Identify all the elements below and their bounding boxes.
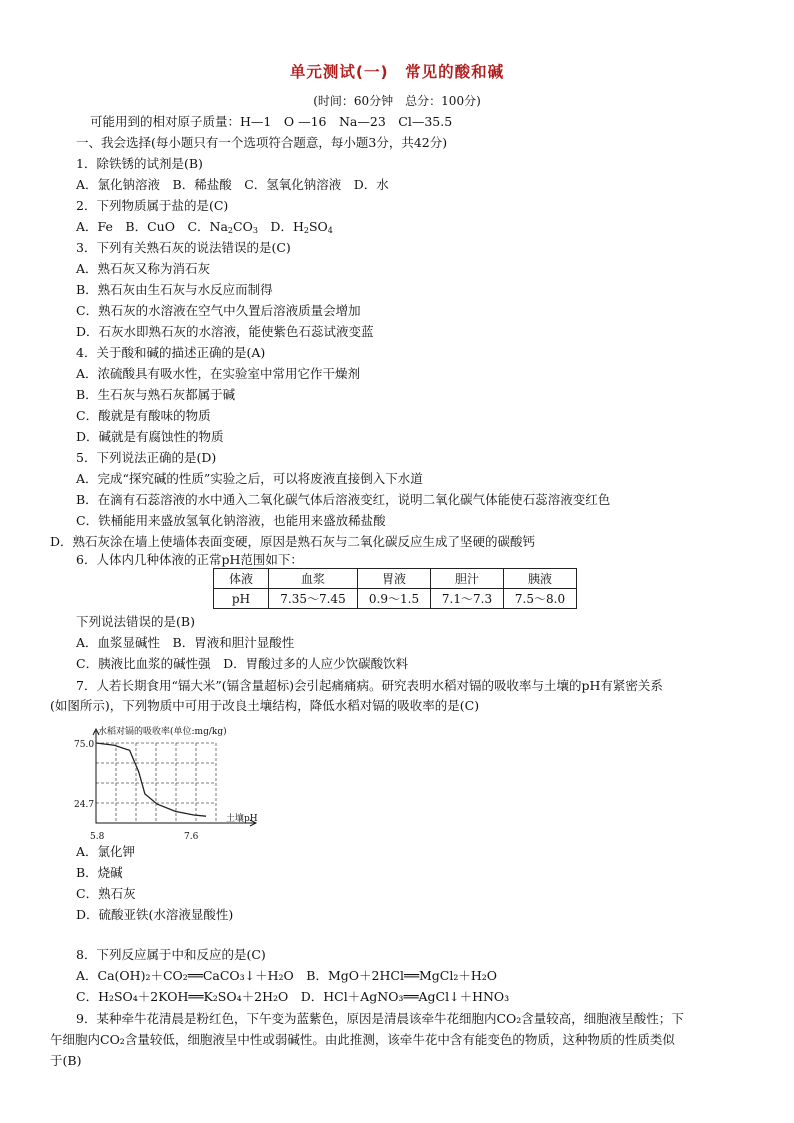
q4-option-b: B．生石灰与熟石灰都属于碱 <box>76 387 236 402</box>
x-tick-label: 5.8 <box>90 832 105 842</box>
q3-stem: 3．下列有关熟石灰的说法错误的是(C) <box>76 240 291 255</box>
q9-line-3: 于(B) <box>50 1053 82 1068</box>
q8-options-cd: C．H₂SO₄＋2KOH══K₂SO₄＋2H₂O D．HCl＋AgNO₃══AgCl↓＋HNO₃ <box>76 989 510 1004</box>
q7-option-a: A．氯化钾 <box>76 844 136 859</box>
q4-option-d: D．碱就是有腐蚀性的物质 <box>76 429 224 444</box>
q6-ask: 下列说法错误的是(B) <box>76 614 195 629</box>
table-cell: 胆汁 <box>431 569 504 589</box>
q4-stem: 4．关于酸和碱的描述正确的是(A) <box>76 345 266 360</box>
data-series-line <box>96 743 206 816</box>
q4-option-a: A．浓硫酸具有吸水性，在实验室中常用它作干燥剂 <box>76 366 361 381</box>
exam-meta: (时间：60分钟 总分：100分) <box>313 94 481 108</box>
q9-line-2: 午细胞内CO₂含量较低，细胞液呈中性或弱碱性。由此推测，该牵牛花中含有能变色的物质，这种物质的性质类似 <box>50 1032 675 1047</box>
table-cell: 7.35～7.45 <box>269 589 358 609</box>
q5-option-a: A．完成“探究碱的性质”实验之后，可以将废液直接倒入下水道 <box>76 471 423 486</box>
y-tick-label: 75.0 <box>74 740 95 750</box>
table-cell: 血浆 <box>269 569 358 589</box>
q2-stem: 2．下列物质属于盐的是(C) <box>76 198 229 213</box>
q7-option-b: B．烧碱 <box>76 865 123 880</box>
q6-options-ab: A．血浆显碱性 B．胃液和胆汁显酸性 <box>76 635 295 650</box>
q8-stem: 8．下列反应属于中和反应的是(C) <box>76 947 266 962</box>
q3-option-c: C．熟石灰的水溶液在空气中久置后溶液质量会增加 <box>76 303 361 318</box>
q3-option-a: A．熟石灰又称为消石灰 <box>76 261 211 276</box>
q1-stem: 1．除铁锈的试剂是(B) <box>76 156 203 171</box>
q8-options-ab: A．Ca(OH)₂＋CO₂══CaCO₃↓＋H₂O B．MgO＋2HCl══MgCl₂＋H₂O <box>76 968 498 983</box>
table-cell: pH <box>214 589 269 609</box>
q7-stem-1: 7．人若长期食用“镉大米”(镉含量超标)会引起痛痛病。研究表明水稻对镉的吸收率与土壤的pH有紧密关系 <box>76 678 663 693</box>
section-heading: 一、我会选择(每小题只有一个选项符合题意，每小题3分，共42分) <box>76 135 448 150</box>
table-cell: 胃液 <box>358 569 431 589</box>
y-tick-label: 24.7 <box>74 800 95 810</box>
ph-table-header <box>214 569 577 589</box>
x-tick-label: 7.6 <box>184 832 199 842</box>
table-cell: 7.1～7.3 <box>431 589 504 609</box>
table-cell: 体液 <box>214 569 269 589</box>
q6-stem: 6．人体内几种体液的正常pH范围如下： <box>76 552 303 567</box>
atomic-mass-note: 可能用到的相对原子质量：H—1 O —16 Na—23 Cl—35.5 <box>90 114 453 129</box>
q1-options: A．氯化钠溶液 B．稀盐酸 C．氢氧化钠溶液 D．水 <box>76 177 389 192</box>
q3-option-d: D．石灰水即熟石灰的水溶液，能使紫色石蕊试液变蓝 <box>76 324 374 339</box>
q7-option-c: C．熟石灰 <box>76 886 136 901</box>
q7-option-d: D．硫酸亚铁(水溶液显酸性) <box>76 907 234 922</box>
cadmium-ph-chart <box>70 726 300 844</box>
q3-option-b: B．熟石灰由生石灰与水反应而制得 <box>76 282 273 297</box>
q4-option-c: C．酸就是有酸味的物质 <box>76 408 211 423</box>
ph-table <box>213 568 577 609</box>
q7-stem-2: (如图所示)，下列物质中可用于改良土壤结构，降低水稻对镉的吸收率的是(C) <box>50 698 480 713</box>
q5-option-b: B．在滴有石蕊溶液的水中通入二氧化碳气体后溶液变红，说明二氧化碳气体能使石蕊溶液变红色 <box>76 492 611 507</box>
table-cell: 0.9～1.5 <box>358 589 431 609</box>
q9-line-1: 9．某种牵牛花清晨是粉红色，下午变为蓝紫色，原因是清晨该牵牛花细胞内CO₂含量较高，细胞液呈酸性；下 <box>76 1011 684 1026</box>
y-axis-label: 水稻对镉的吸收率(单位:mg/kg) <box>98 727 227 737</box>
x-axis-label: 土壤pH <box>226 814 258 824</box>
q5-option-c: C．铁桶能用来盛放氢氧化钠溶液，也能用来盛放稀盐酸 <box>76 513 386 528</box>
table-cell: 7.5～8.0 <box>504 589 577 609</box>
q5-option-d: D．熟石灰涂在墙上使墙体表面变硬，原因是熟石灰与二氧化碳反应生成了坚硬的碳酸钙 <box>50 534 536 549</box>
page-title: 单元测试(一) 常见的酸和碱 <box>289 63 505 81</box>
q2-options: A．Fe B．CuO C．$Na_2CO_3$ D．$H_2SO_4$ <box>76 219 333 235</box>
q6-options-cd: C．胰液比血浆的碱性强 D．胃酸过多的人应少饮碳酸饮料 <box>76 656 409 671</box>
chart-grid <box>96 743 216 823</box>
q5-stem: 5．下列说法正确的是(D) <box>76 450 217 465</box>
table-cell: 胰液 <box>504 569 577 589</box>
ph-table-row <box>214 589 577 609</box>
